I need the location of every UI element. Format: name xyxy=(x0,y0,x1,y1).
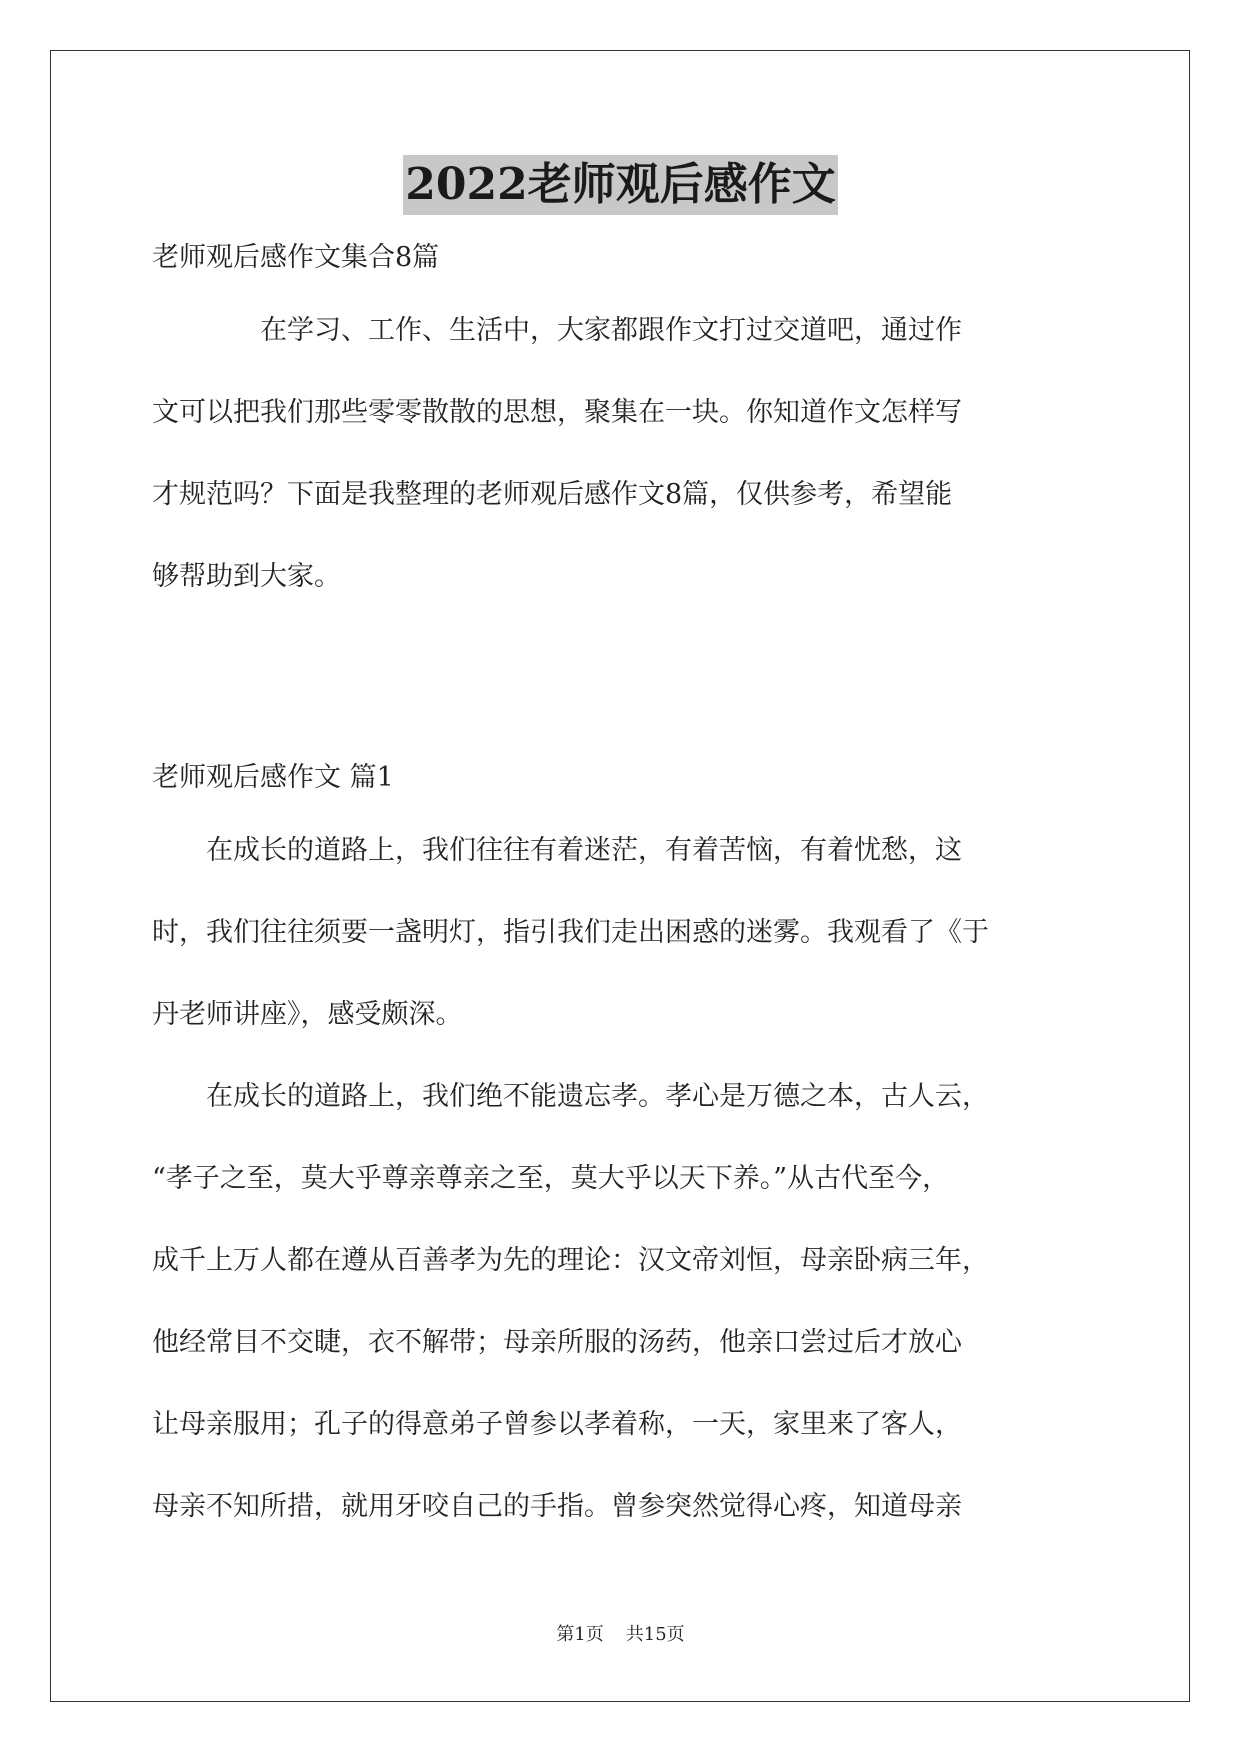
intro-line: 够帮助到大家。 xyxy=(152,561,341,592)
paragraph-2 xyxy=(152,1056,1090,1548)
section-heading: 老师观后感作文 篇1 xyxy=(152,762,394,793)
paragraph-line: 母亲不知所措，就用牙咬自己的手指。曾参突然觉得心疼，知道母亲 xyxy=(152,1491,962,1522)
document-title: 2022老师观后感作文 xyxy=(403,155,837,215)
title-wrapper xyxy=(0,155,1241,215)
intro-line: 文可以把我们那些零零散散的思想，聚集在一块。你知道作文怎样写 xyxy=(152,397,962,428)
paragraph-line: 成千上万人都在遵从百善孝为先的理论：汉文帝刘恒，母亲卧病三年， xyxy=(152,1245,989,1276)
page-total: 共15页 xyxy=(625,1624,685,1645)
paragraph-1 xyxy=(152,810,1090,1056)
intro-line: 在学习、工作、生活中，大家都跟作文打过交道吧，通过作 xyxy=(152,315,962,346)
paragraph-line: 在成长的道路上，我们往往有着迷茫，有着苦恼，有着忧愁，这 xyxy=(152,835,962,866)
paragraph-line: 他经常目不交睫，衣不解带；母亲所服的汤药，他亲口尝过后才放心 xyxy=(152,1327,962,1358)
intro-line: 才规范吗？下面是我整理的老师观后感作文8篇，仅供参考，希望能 xyxy=(152,479,953,510)
paragraph-line: 在成长的道路上，我们绝不能遗忘孝。孝心是万德之本，古人云， xyxy=(152,1081,989,1112)
intro-paragraph xyxy=(152,290,1090,618)
page-footer xyxy=(0,1620,1241,1646)
paragraph-line: 时，我们往往须要一盏明灯，指引我们走出困惑的迷雾。我观看了《于 xyxy=(152,917,989,948)
paragraph-line: “孝子之至，莫大乎尊亲尊亲之至，莫大乎以天下养。”从古代至今， xyxy=(152,1163,950,1194)
document-subtitle: 老师观后感作文集合8篇 xyxy=(152,242,440,273)
page-number: 第1页 xyxy=(556,1624,604,1645)
paragraph-line: 丹老师讲座》，感受颇深。 xyxy=(152,999,463,1030)
paragraph-line: 让母亲服用；孔子的得意弟子曾参以孝着称，一天，家里来了客人， xyxy=(152,1409,962,1440)
